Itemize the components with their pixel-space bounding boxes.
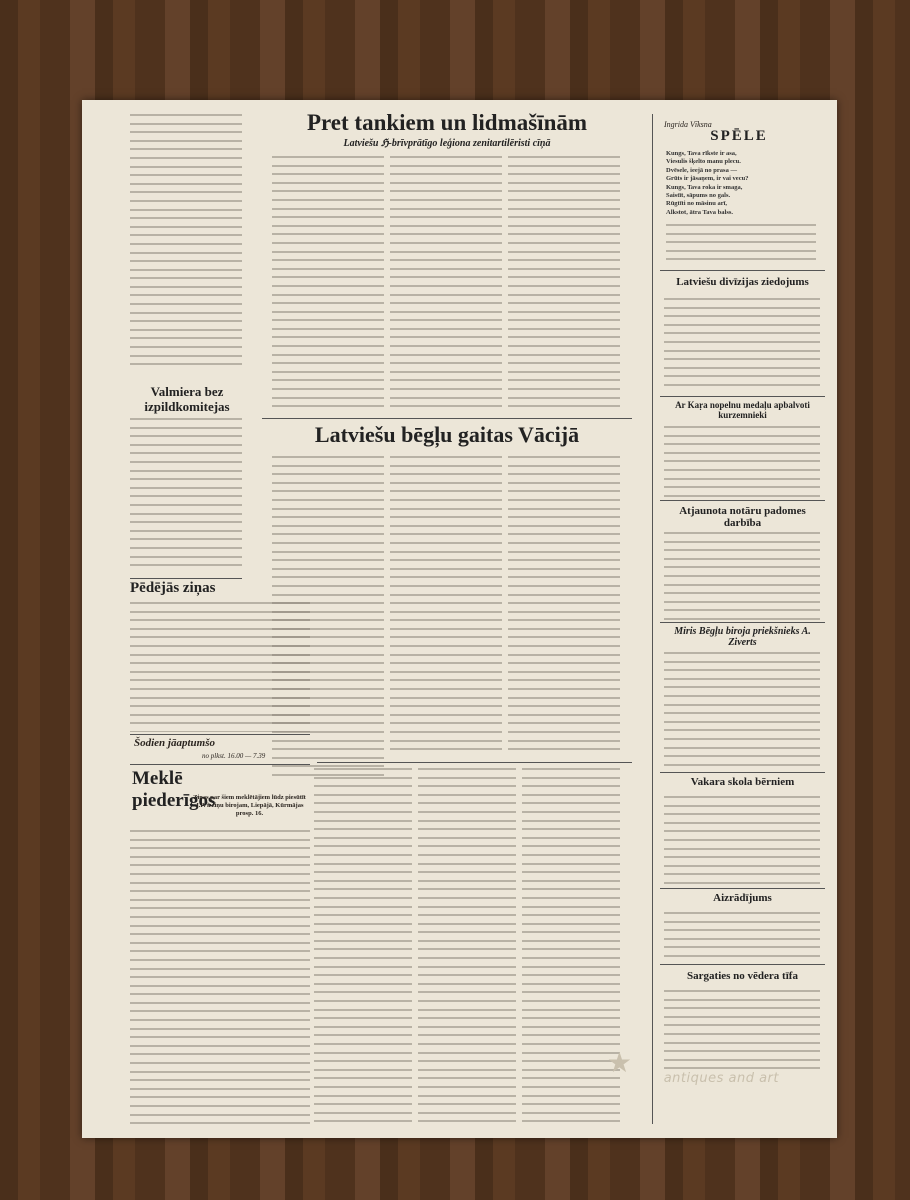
main-article-col2: [390, 156, 502, 414]
division-donation-headline: Latviešu divīzijas ziedojums: [676, 276, 809, 288]
refugees-article-col2: [390, 456, 502, 756]
seek-relatives-list-col2: [314, 768, 412, 1128]
poem-line: Alkstot, ātra Tava balss.: [666, 208, 733, 216]
notice-text: [664, 912, 820, 962]
column-rule: [130, 578, 242, 579]
evening-school-text: [664, 796, 820, 886]
blackout-time: no plkst. 16.00 — 7.39: [202, 752, 266, 760]
main-article-col3: [508, 156, 620, 414]
refugees-headline: Latviešu bēgļu gaitas Vācijā: [314, 422, 580, 447]
seek-relatives-headline: Meklē piederīgos: [132, 768, 216, 811]
typhoid-text: [664, 990, 820, 1120]
blackout-label: Šodien jāaptumšo: [134, 737, 215, 749]
main-article-col1: [272, 156, 384, 414]
notary-headline: Atjaunota notāru padomes darbība: [679, 505, 806, 529]
seek-relatives-note: Ziņas par šiem meklētājiem lūdz piesūtīt J.P. izziņu birojam, Liepājā, Kūrmājas prosp. 16.: [193, 794, 306, 817]
newspaper-page: [82, 100, 837, 1138]
column-rule: [660, 888, 825, 889]
watermark-text: antiques and art: [663, 1071, 779, 1086]
main-headline: Pret tankiem un lidmašīnām: [306, 110, 588, 135]
column-rule: [660, 964, 825, 965]
valmiera-article-text: [130, 418, 242, 572]
section-rule: [317, 762, 632, 763]
notice-headline: Aizrādījums: [713, 892, 772, 904]
valmiera-headline: Valmiera bez izpildkomitejas: [144, 384, 230, 414]
seek-relatives-list-col3: [418, 768, 516, 1128]
poem-line: Dvēsele, ieejā no prasa —: [666, 166, 737, 174]
refugee-bureau-chief-text: [664, 652, 820, 770]
column-rule: [660, 396, 825, 397]
poem-line: Rūgtīti no māsinu arī,: [666, 200, 728, 208]
medal-award-headline: Ar Kaṛa nopelnu medaļu apbalvoti kurzemnieki: [675, 400, 810, 420]
column-rule: [660, 622, 825, 623]
poem-line: Kungs, Tava rīkste ir asa,: [666, 150, 737, 157]
poem-title: SPĒLE: [710, 128, 768, 144]
poem-continued: [666, 224, 816, 264]
star-watermark-icon: ★: [606, 1048, 632, 1079]
news-headline: Pēdējās ziņas: [130, 580, 216, 596]
refugees-article-col3: [508, 456, 620, 756]
column-rule: [660, 500, 825, 501]
seek-relatives-list-col4: [522, 768, 620, 1128]
column-rule: [660, 772, 825, 773]
column-rule: [660, 270, 825, 271]
poem-line: Kungs, Tava roka ir smaga,: [666, 183, 743, 191]
evening-school-headline: Vakara skola bērniem: [690, 776, 795, 788]
seek-relatives-list-col1: [130, 830, 310, 1130]
section-rule: [262, 418, 632, 419]
poem-line: Grūts ir jāsaņem, ir vai vecu?: [666, 175, 749, 183]
refugees-article-col1: [272, 456, 384, 776]
poem-body: [666, 150, 816, 217]
poem-line: Saistīt, sāpums no gals.: [666, 192, 731, 200]
left-column-article-text: [130, 114, 242, 372]
main-subheadline: Latviešu ℌ-brīvprātīgo leģiona zenitartilēristi cīņā: [343, 138, 551, 149]
notary-text: [664, 532, 820, 620]
refugee-bureau-chief-headline: Miris Bēgļu biroja priekšnieks A. Ziverts: [674, 626, 811, 648]
typhoid-headline: Sargaties no vēdera tīfa: [687, 970, 798, 982]
medal-award-text: [664, 426, 820, 498]
poem-line: Viesulis šķelto manu plecu.: [666, 158, 741, 166]
poem-author: Ingrida Vīksna: [664, 120, 712, 129]
division-donation-text: [664, 298, 820, 392]
right-column-divider: [652, 114, 653, 1124]
